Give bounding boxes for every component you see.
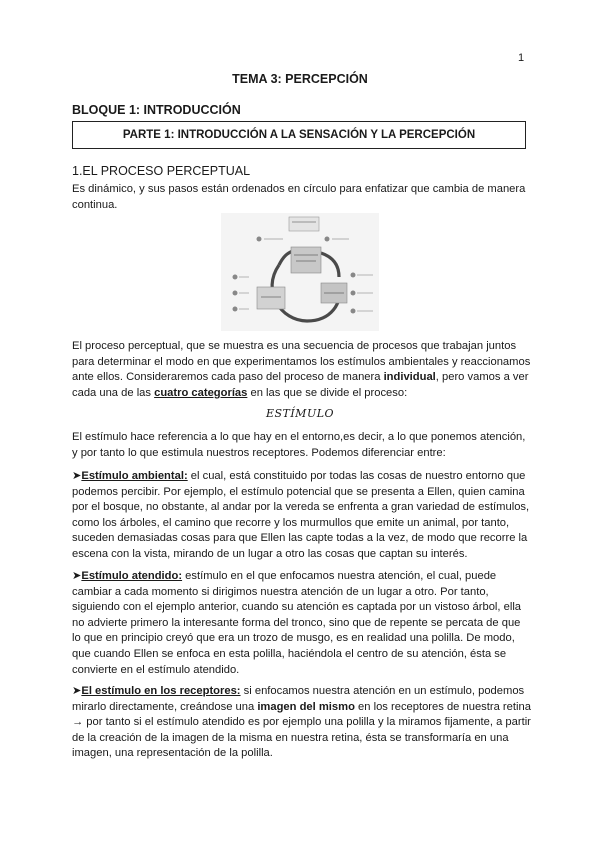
diagram-node-icon (257, 237, 262, 242)
page-number: 1 (518, 52, 525, 64)
diagram-box-center (291, 247, 321, 273)
diagram-node-icon (233, 275, 238, 280)
estimulo-heading: ESTÍMULO (265, 407, 335, 420)
diagram-node-icon (351, 309, 356, 314)
diagram-node-icon (351, 273, 356, 278)
process-paragraph: El proceso perceptual, que se muestra es una secuencia de procesos que trabajan juntos para determinar el modo en que experimentamos los estímulos ambientales y reaccionamos ante ellos. Consideraremos cada paso del proceso de manera individual, pero vamos a ver cada una de las cuatro categorías en las que se divide el proceso: (72, 340, 531, 399)
diagram-box-top (289, 217, 319, 231)
bullet-arrow-icon: ➤ (72, 685, 82, 697)
diagram-node-icon (351, 291, 356, 296)
diagram-node-icon (233, 291, 238, 296)
diagram-node-icon (233, 307, 238, 312)
intro-paragraph: Es dinámico, y sus pasos están ordenados en círculo para enfatizar que cambia de manera continua. (72, 183, 526, 211)
list-item-estimulo-atendido: ➤Estímulo atendido: estímulo en el que enfocamos nuestra atención, el cual, puede cambiar a cada momento si dirigimos nuestra atención de un lugar a otro. Por tanto, siguiendo con el ejemplo anterior, cuando su atención es captada por un vistoso árbol, ella no advierte primero la interesante forma del tronco, sino que de repente se percata de que lo que en principio creyó que era un trozo de musgo, es en realidad una polilla. De modo, que cuando Ellen se enfoca en esta polilla, haciéndola el centro de su atención, ésta se convierte en el estímulo atendido. (72, 570, 522, 676)
estimulo-definition: El estímulo hace referencia a lo que hay en el entorno,es decir, a lo que ponemos atención, y por tanto lo que estimula nuestros receptores. Podemos diferenciar entre: (72, 431, 526, 459)
list-item-estimulo-receptores: ➤El estímulo en los receptores: si enfocamos nuestra atención en un estímulo, podemos mirarlo directamente, creándose una imagen del mismo en los receptores de nuestra retina → por tanto si el estímulo atendido es por ejemplo una polilla y la miramos fijamente, a partir de la creación de la imagen de la misma en nuestra retina, ésta se transformaría en una imagen, una representación de la polilla. (72, 685, 531, 760)
block-title: BLOQUE 1: INTRODUCCIÓN (72, 103, 241, 117)
document-title: TEMA 3: PERCEPCIÓN (232, 72, 368, 86)
section-title: 1.EL PROCESO PERCEPTUAL (72, 164, 251, 178)
list-item-estimulo-ambiental: ➤Estímulo ambiental: el cual, está constituido por todas las cosas de nuestro entorno que podemos percibir. Por ejemplo, el estímulo potencial que se presenta a Ellen, quien camina por el bosque, no obstante, al andar por la vereda se enfrenta a gran variedad de estímulos, como los árboles, el camino que recorre y los murmullos que emite un animal, por tanto, suceden demasiadas cosas para que Ellen las capte todas a la vez, de modo que recorre la escena con la vista, mirando de un lugar a otro las cosas que captan su interés. (72, 470, 530, 560)
bullet-arrow-icon: ➤ (72, 470, 82, 482)
bullet-arrow-icon: ➤ (72, 570, 82, 582)
diagram-box-left (257, 287, 285, 309)
part-title-box: PARTE 1: INTRODUCCIÓN A LA SENSACIÓN Y LA PERCEPCIÓN (72, 121, 526, 149)
diagram-node-icon (325, 237, 330, 242)
perceptual-process-diagram (221, 213, 379, 331)
